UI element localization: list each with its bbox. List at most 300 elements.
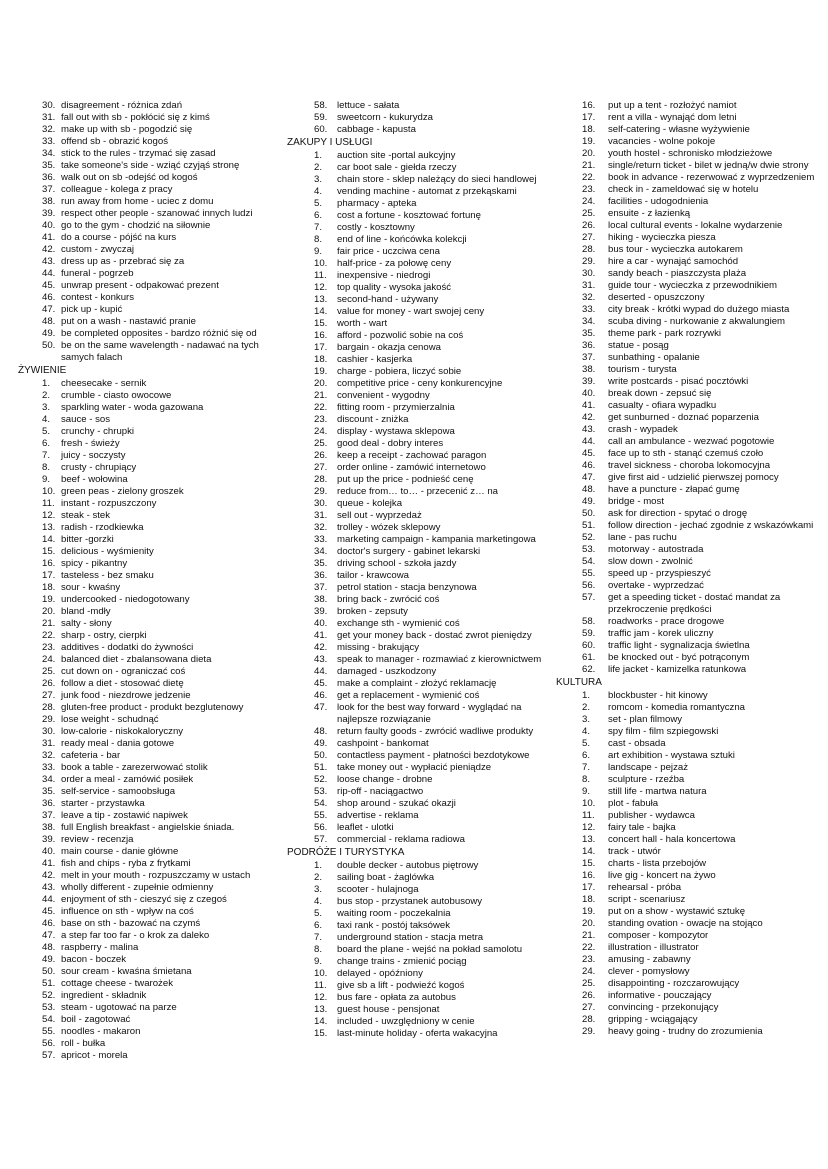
list-item <box>287 354 562 366</box>
item-text: gluten-free product - produkt bezglutenowy <box>61 702 244 713</box>
list-item <box>287 222 562 234</box>
item-text: speed up - przyspieszyć <box>608 568 711 579</box>
item-number: 12. <box>42 510 56 521</box>
list-item <box>18 846 290 858</box>
item-number: 41. <box>314 630 328 641</box>
item-text: worth - wart <box>337 318 388 329</box>
list-item <box>287 762 562 774</box>
item-text: spy film - film szpiegowski <box>608 726 719 737</box>
list-item <box>18 750 290 762</box>
item-number: 41. <box>42 232 56 243</box>
item-text: take someone's side - wziąć czyjąś stronę <box>61 160 240 171</box>
item-number: 62. <box>582 664 596 675</box>
list-travel-continued <box>556 100 828 676</box>
list-item <box>556 544 828 556</box>
item-number: 28. <box>582 1014 596 1025</box>
list-item <box>18 606 290 618</box>
list-item <box>18 918 290 930</box>
list-item <box>287 546 562 558</box>
item-number: 4. <box>42 414 51 425</box>
item-number: 25. <box>42 666 56 677</box>
list-item <box>287 594 562 606</box>
list-item <box>556 556 828 568</box>
list-item <box>18 390 290 402</box>
item-text: steak - stek <box>61 510 111 521</box>
item-number: 33. <box>42 762 56 773</box>
item-text: break down - zepsuć się <box>608 388 712 399</box>
item-text: raspberry - malina <box>61 942 139 953</box>
item-text: check in - zameldować się w hotelu <box>608 184 759 195</box>
item-number: 31. <box>314 510 328 521</box>
item-number: 60. <box>314 124 328 135</box>
item-text: self-catering - własne wyżywienie <box>608 124 750 135</box>
list-item <box>287 618 562 630</box>
item-number: 3. <box>314 884 323 895</box>
list-item <box>18 630 290 642</box>
item-number: 15. <box>42 546 56 557</box>
list-item <box>287 414 562 426</box>
list-item <box>287 992 562 1004</box>
item-number: 36. <box>42 172 56 183</box>
list-item <box>556 328 828 340</box>
list-item <box>556 340 828 352</box>
item-number: 24. <box>314 426 328 437</box>
item-text: scuba diving - nurkowanie z akwalungiem <box>608 316 786 327</box>
item-text: juicy - soczysty <box>61 450 126 461</box>
list-item <box>18 786 290 798</box>
item-text: sunbathing - opalanie <box>608 352 700 363</box>
item-text: car boot sale - giełda rzeczy <box>337 162 457 173</box>
item-text: bus stop - przystanek autobusowy <box>337 896 483 907</box>
item-number: 54. <box>42 1014 56 1025</box>
list-item <box>556 352 828 364</box>
item-text: city break - krótki wypad do dużego miasta <box>608 304 790 315</box>
list-item <box>556 702 828 714</box>
item-text: lane - pas ruchu <box>608 532 677 543</box>
item-number: 8. <box>582 774 591 785</box>
item-text: hire a car - wynająć samochód <box>608 256 739 267</box>
list-item <box>556 1014 828 1026</box>
item-number: 45. <box>42 906 56 917</box>
item-text: disagreement - różnica zdań <box>61 100 183 111</box>
item-number: 34. <box>582 316 596 327</box>
list-item <box>556 172 828 184</box>
item-number: 6. <box>314 920 323 931</box>
item-number: 32. <box>582 292 596 303</box>
item-text: self-service - samoobsługa <box>61 786 176 797</box>
item-number: 38. <box>42 196 56 207</box>
item-text: ingredient - składnik <box>61 990 147 1001</box>
item-text: tourism - turysta <box>608 364 677 375</box>
item-number: 39. <box>42 208 56 219</box>
list-item <box>287 282 562 294</box>
item-text: hiking - wycieczka piesza <box>608 232 716 243</box>
item-number: 52. <box>582 532 596 543</box>
list-item <box>18 702 290 714</box>
item-text: undercooked - niedogotowany <box>61 594 190 605</box>
item-number: 39. <box>582 376 596 387</box>
item-text: heavy going - trudny do zrozumienia <box>608 1026 763 1037</box>
item-number: 15. <box>582 858 596 869</box>
list-item <box>556 942 828 954</box>
list-item <box>18 1038 290 1050</box>
item-text: rent a villa - wynająć dom letni <box>608 112 737 123</box>
list-item <box>18 714 290 726</box>
section-heading-travel: PODRÓŻE I TURYSTYKA <box>287 847 405 858</box>
item-number: 45. <box>314 678 328 689</box>
item-text: bridge - most <box>608 496 664 507</box>
list-item <box>556 640 828 652</box>
item-text: doctor's surgery - gabinet lekarski <box>337 546 481 557</box>
item-number: 7. <box>314 222 323 233</box>
item-text: book in advance - rezerwować z wyprzedzeniem <box>608 172 815 183</box>
item-number: 50. <box>582 508 596 519</box>
item-text: give first aid - udzielić pierwszej pomocy <box>608 472 779 483</box>
item-number: 1. <box>582 690 591 701</box>
item-number: 57. <box>314 834 328 845</box>
item-number: 42. <box>42 870 56 881</box>
item-number: 35. <box>42 160 56 171</box>
item-text: return faulty goods - zwrócić wadliwe produkty <box>337 726 534 737</box>
item-number: 26. <box>314 450 328 461</box>
item-text: junk food - niezdrowe jedzenie <box>61 690 191 701</box>
item-text: pharmacy - apteka <box>337 198 417 209</box>
list-item <box>18 810 290 822</box>
item-number: 14. <box>314 1016 328 1027</box>
item-text: composer - kompozytor <box>608 930 709 941</box>
list-food <box>18 378 290 1062</box>
list-item <box>18 172 290 184</box>
item-number: 40. <box>314 618 328 629</box>
item-number: 2. <box>314 872 323 883</box>
list-item <box>556 232 828 244</box>
item-number: 40. <box>42 846 56 857</box>
item-number: 32. <box>314 522 328 533</box>
item-text: driving school - szkoła jazdy <box>337 558 457 569</box>
list-item <box>287 798 562 810</box>
item-text: bus fare - opłata za autobus <box>337 992 456 1003</box>
item-text: standing ovation - owacje na stojąco <box>608 918 763 929</box>
list-item <box>556 954 828 966</box>
item-text: included - uwzględniony w cenie <box>337 1016 475 1027</box>
item-text: fresh - świeży <box>61 438 120 449</box>
list-item <box>556 750 828 762</box>
item-number: 13. <box>42 522 56 533</box>
list-item <box>556 148 828 160</box>
list-item <box>18 558 290 570</box>
list-item <box>287 366 562 378</box>
item-text: convincing - przekonujący <box>608 1002 719 1013</box>
list-item <box>556 568 828 580</box>
list-item <box>287 606 562 618</box>
item-text: call an ambulance - wezwać pogotowie <box>608 436 775 447</box>
item-number: 32. <box>42 124 56 135</box>
list-item <box>18 942 290 954</box>
item-text: cashier - kasjerka <box>337 354 413 365</box>
item-number: 57. <box>582 592 596 603</box>
item-number: 5. <box>42 426 51 437</box>
item-text: cost a fortune - kosztować fortunę <box>337 210 481 221</box>
list-item <box>287 112 562 124</box>
item-text: bring back - zwrócić coś <box>337 594 440 605</box>
list-item <box>18 462 290 474</box>
list-item <box>18 328 290 340</box>
list-item <box>18 870 290 882</box>
item-number: 16. <box>582 100 596 111</box>
item-number: 8. <box>314 234 323 245</box>
list-item <box>556 774 828 786</box>
item-number: 47. <box>582 472 596 483</box>
list-item <box>287 246 562 258</box>
item-number: 9. <box>314 956 323 967</box>
list-item <box>18 184 290 196</box>
list-item <box>287 558 562 570</box>
list-item <box>287 702 562 726</box>
item-text: overtake - wyprzedzać <box>608 580 704 591</box>
item-number: 23. <box>42 642 56 653</box>
item-text: discount - zniżka <box>337 414 409 425</box>
item-text: put up a tent - rozłożyć namiot <box>608 100 737 111</box>
item-text: sailing boat - żaglówka <box>337 872 435 883</box>
item-number: 30. <box>582 268 596 279</box>
item-text: lose weight - schudnąć <box>61 714 159 725</box>
list-item <box>18 498 290 510</box>
item-number: 19. <box>314 366 328 377</box>
list-item <box>556 376 828 388</box>
list-item <box>287 810 562 822</box>
item-number: 56. <box>42 1038 56 1049</box>
list-travel <box>287 860 562 1040</box>
item-number: 22. <box>42 630 56 641</box>
item-number: 49. <box>42 954 56 965</box>
item-text: rehearsal - próba <box>608 882 682 893</box>
item-text: broken - zepsuty <box>337 606 408 617</box>
list-item <box>287 186 562 198</box>
list-item <box>556 412 828 424</box>
item-text: competitive price - ceny konkurencyjne <box>337 378 503 389</box>
list-item <box>18 858 290 870</box>
item-number: 22. <box>314 402 328 413</box>
item-number: 20. <box>42 606 56 617</box>
item-text: ensuite - z łazienką <box>608 208 691 219</box>
item-text: advertise - reklama <box>337 810 419 821</box>
list-item <box>18 978 290 990</box>
item-number: 18. <box>582 124 596 135</box>
item-number: 39. <box>314 606 328 617</box>
item-text: get sunburned - doznać poparzenia <box>608 412 759 423</box>
item-text: bargain - okazja cenowa <box>337 342 441 353</box>
item-number: 23. <box>314 414 328 425</box>
list-item <box>18 882 290 894</box>
list-item <box>556 484 828 496</box>
item-number: 31. <box>582 280 596 291</box>
list-item <box>287 582 562 594</box>
item-text: steam - ugotować na parze <box>61 1002 177 1013</box>
list-item <box>287 980 562 992</box>
item-text: taxi rank - postój taksówek <box>337 920 451 931</box>
item-number: 50. <box>314 750 328 761</box>
list-item <box>18 232 290 244</box>
item-text: charge - pobiera, liczyć sobie <box>337 366 462 377</box>
item-number: 17. <box>582 112 596 123</box>
item-text: colleague - kolega z pracy <box>61 184 173 195</box>
list-item <box>287 968 562 980</box>
item-text: scooter - hulajnoga <box>337 884 419 895</box>
item-number: 35. <box>314 558 328 569</box>
list-item <box>18 522 290 534</box>
item-number: 44. <box>582 436 596 447</box>
item-text: roll - bułka <box>61 1038 106 1049</box>
item-number: 57. <box>42 1050 56 1061</box>
item-number: 38. <box>314 594 328 605</box>
list-item <box>556 628 828 640</box>
item-number: 14. <box>314 306 328 317</box>
list-item <box>287 426 562 438</box>
item-number: 22. <box>582 942 596 953</box>
item-text: tailor - krawcowa <box>337 570 409 581</box>
list-item <box>18 666 290 678</box>
list-item <box>18 100 290 112</box>
item-text: leaflet - ulotki <box>337 822 394 833</box>
item-number: 33. <box>582 304 596 315</box>
item-number: 35. <box>582 328 596 339</box>
list-item <box>556 160 828 172</box>
list-item <box>287 738 562 750</box>
item-text: local cultural events - lokalne wydarzenie <box>608 220 783 231</box>
item-text: convenient - wygodny <box>337 390 430 401</box>
item-number: 2. <box>42 390 51 401</box>
list-item <box>287 872 562 884</box>
item-text: cheesecake - sernik <box>61 378 147 389</box>
item-text: youth hostel - schronisko młodzieżowe <box>608 148 773 159</box>
item-number: 26. <box>582 990 596 1001</box>
item-text: contest - konkurs <box>61 292 135 303</box>
item-number: 36. <box>314 570 328 581</box>
item-text: leave a tip - zostawić napiwek <box>61 810 188 821</box>
item-number: 9. <box>582 786 591 797</box>
list-item <box>287 896 562 908</box>
list-item <box>556 520 828 532</box>
list-item <box>556 496 828 508</box>
item-number: 6. <box>314 210 323 221</box>
list-item <box>287 162 562 174</box>
column-1 <box>18 100 290 1062</box>
item-number: 42. <box>314 642 328 653</box>
item-number: 27. <box>314 462 328 473</box>
list-item <box>287 750 562 762</box>
list-relations <box>18 100 290 364</box>
list-item <box>18 124 290 136</box>
item-number: 10. <box>42 486 56 497</box>
list-item <box>556 208 828 220</box>
item-number: 46. <box>314 690 328 701</box>
list-item <box>18 316 290 328</box>
item-number: 11. <box>314 980 327 991</box>
item-number: 21. <box>582 160 596 171</box>
item-text: script - scenariusz <box>608 894 686 905</box>
item-number: 25. <box>314 438 328 449</box>
item-number: 51. <box>42 978 56 989</box>
list-item <box>18 618 290 630</box>
item-number: 16. <box>42 558 56 569</box>
item-text: sculpture - rzeźba <box>608 774 685 785</box>
item-number: 12. <box>314 282 328 293</box>
item-text: keep a receipt - zachować paragon <box>337 450 487 461</box>
list-item <box>287 678 562 690</box>
list-item <box>556 292 828 304</box>
item-text: crumble - ciasto owocowe <box>61 390 172 401</box>
item-text: illustration - illustrator <box>608 942 699 953</box>
list-item <box>18 822 290 834</box>
item-text: costly - kosztowny <box>337 222 415 233</box>
item-text: good deal - dobry interes <box>337 438 444 449</box>
list-item <box>287 860 562 872</box>
item-text: art exhibition - wystawa sztuki <box>608 750 735 761</box>
item-number: 6. <box>42 438 51 449</box>
item-number: 25. <box>582 208 596 219</box>
list-item <box>556 124 828 136</box>
list-item <box>556 930 828 942</box>
item-text: underground station - stacja metra <box>337 932 484 943</box>
item-text: still life - martwa natura <box>608 786 707 797</box>
list-item <box>287 270 562 282</box>
item-text: landscape - pejzaż <box>608 762 688 773</box>
item-number: 2. <box>582 702 591 713</box>
item-number: 56. <box>582 580 596 591</box>
item-number: 9. <box>314 246 323 257</box>
item-text: instant - rozpuszczony <box>61 498 157 509</box>
item-text: look for the best way forward - wyglądać na najlepsze rozwiązanie <box>337 702 522 725</box>
item-number: 51. <box>582 520 596 531</box>
list-item <box>18 546 290 558</box>
item-number: 4. <box>314 186 323 197</box>
item-text: traffic light - sygnalizacja świetlna <box>608 640 750 651</box>
list-item <box>287 342 562 354</box>
item-number: 7. <box>314 932 323 943</box>
item-text: delicious - wyśmienity <box>61 546 154 557</box>
list-item <box>18 438 290 450</box>
item-number: 24. <box>582 966 596 977</box>
list-item <box>556 834 828 846</box>
item-text: dress up as - przebrać się za <box>61 256 185 267</box>
item-number: 1. <box>314 860 323 871</box>
item-text: missing - brakujący <box>337 642 420 653</box>
item-text: respect other people - szanować innych ludzi <box>61 208 253 219</box>
item-number: 55. <box>582 568 596 579</box>
item-text: guest house - pensjonat <box>337 1004 440 1015</box>
item-text: delayed - opóźniony <box>337 968 423 979</box>
list-item <box>287 944 562 956</box>
item-text: plot - fabuła <box>608 798 659 809</box>
item-number: 17. <box>42 570 56 581</box>
item-text: sandy beach - piaszczysta plaża <box>608 268 747 279</box>
list-item <box>287 462 562 474</box>
item-number: 53. <box>582 544 596 555</box>
list-item <box>18 1014 290 1026</box>
list-item <box>18 256 290 268</box>
list-item <box>18 220 290 232</box>
item-text: auction site -portal aukcyjny <box>337 150 456 161</box>
list-item <box>287 522 562 534</box>
item-text: funeral - pogrzeb <box>61 268 134 279</box>
item-number: 45. <box>582 448 596 459</box>
item-text: single/return ticket - bilet w jedną/w dwie strony <box>608 160 809 171</box>
list-food-continued <box>287 100 562 136</box>
list-item <box>556 810 828 822</box>
item-text: walk out on sb -odejść od kogoś <box>61 172 198 183</box>
item-text: loose change - drobne <box>337 774 433 785</box>
item-text: cafeteria - bar <box>61 750 121 761</box>
